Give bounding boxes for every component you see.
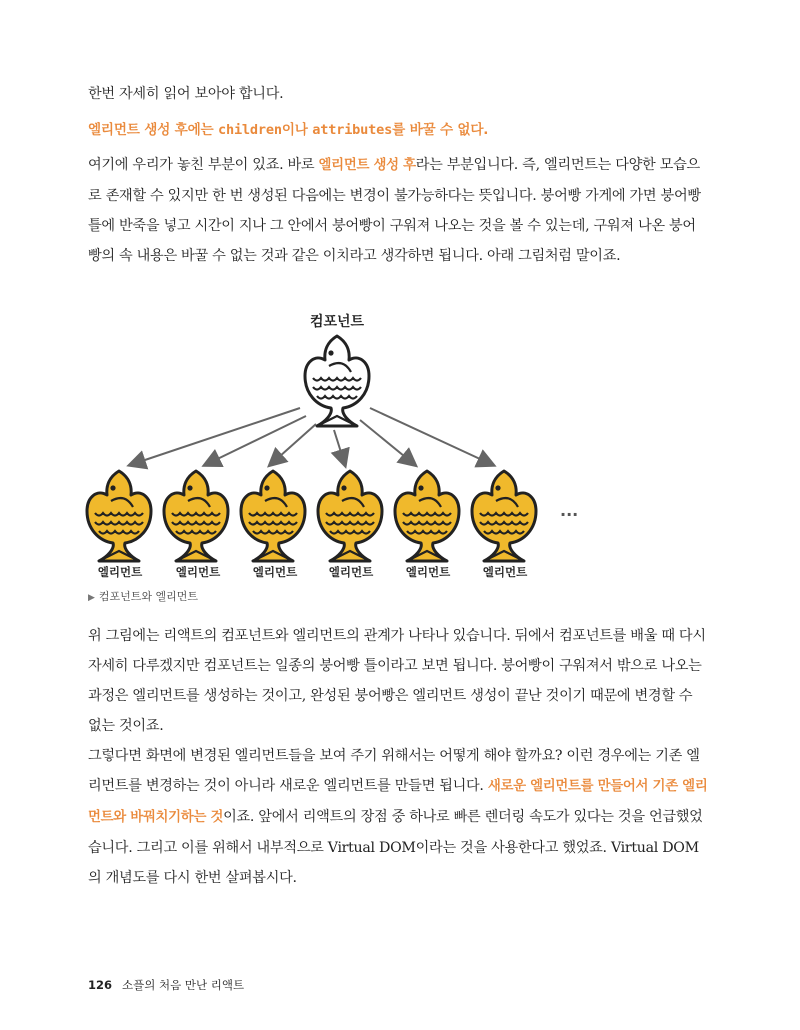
element-label: 엘리먼트 [97,565,143,579]
arrows [130,408,493,465]
element-label: 엘리먼트 [482,565,528,579]
arrow [334,430,345,465]
paragraph-1: 여기에 우리가 놓친 부분이 있죠. 바로 엘리먼트 생성 후라는 부분입니다. 즉, 엘리먼트는 다양한 모습으로 존재할 수 있지만 한 번 생성된 다음에는 변경이 불가능하다는 뜻입니다. 붕어빵 가게에 가면 붕어빵 틀에 반죽을 넣고 시간이 지나 그 안에서 붕어빵이 구워져 나오는 것을 볼 수 있는데, 구워져 나온 붕어빵의 속 내용은 바꿀 수 없는 것과 같은 이치라고 생각하면 됩니다. 아래 그림처럼 말이죠. [88,157,701,264]
paragraph-3: 그렇다면 화면에 변경된 엘리먼트들을 보여 주기 위해서는 어떻게 해야 할까요? 이런 경우에는 기존 엘리먼트를 변경하는 것이 아니라 새로운 엘리먼트를 만들면 됩니다. 새로운 엘리먼트를 만들어서 기존 엘리먼트와 바꿔치기하는 것이죠. 앞에서 리액트의 장점 중 하나로 빠른 렌더링 속도가 있다는 것을 언급했었습니다. 그리고 이를 위해서 내부적으로 Virtual DOM이라는 것을 사용한다고 했었죠. Virtual DOM의 개념도를 다시 한번 살펴봅시다. [88,748,708,886]
figure-caption: ▶ 컴포넌트와 엘리먼트 [88,590,199,603]
paragraph-2: 위 그림에는 리액트의 컴포넌트와 엘리먼트의 관계가 나타나 있습니다. 뒤에서 컴포넌트를 배울 때 다시 자세히 다루겠지만 컴포넌트는 일종의 붕어빵 틀이라고 보면 됩니다. 붕어빵이 구워져서 밖으로 나오는 과정은 엘리먼트를 생성하는 것이고, 완성된 붕어빵은 엘리먼트 생성이 끝난 것이기 때문에 변경할 수 없는 것이죠. [88,628,706,734]
caption-triangle-icon: ▶ [88,593,95,603]
highlight-phrase: 새로운 엘리먼트를 만들어서 기존 엘리먼트와 바꿔치기하는 것 [88,779,708,825]
highlight-phrase: 엘리먼트 생성 후 [318,158,416,173]
element-fish-icon [318,471,382,561]
element-fish-icon [164,471,228,561]
arrow [360,420,415,465]
element-label: 엘리먼트 [405,565,451,579]
element-label: 엘리먼트 [252,565,298,579]
book-title: 소플의 처음 만난 리액트 [122,978,245,992]
component-fish-icon [305,336,369,426]
element-fish-icon [395,471,459,561]
arrow [370,408,493,465]
arrow [130,408,300,465]
ellipsis: ··· [560,505,579,524]
element-label: 엘리먼트 [175,565,221,579]
element-fish-icon [87,471,151,561]
page-footer [88,977,244,993]
intro-text: 한번 자세히 읽어 보아야 합니다. [88,86,284,102]
rule-highlight: 엘리먼트 생성 후에는 children이나 attributes를 바꿀 수 없다. [88,122,489,138]
component-element-diagram [0,300,800,610]
element-fish-icon [241,471,305,561]
element-fish-icon [472,471,536,561]
component-label: 컴포넌트 [309,314,365,330]
page-number: 126 [88,978,113,992]
element-label: 엘리먼트 [328,565,374,579]
